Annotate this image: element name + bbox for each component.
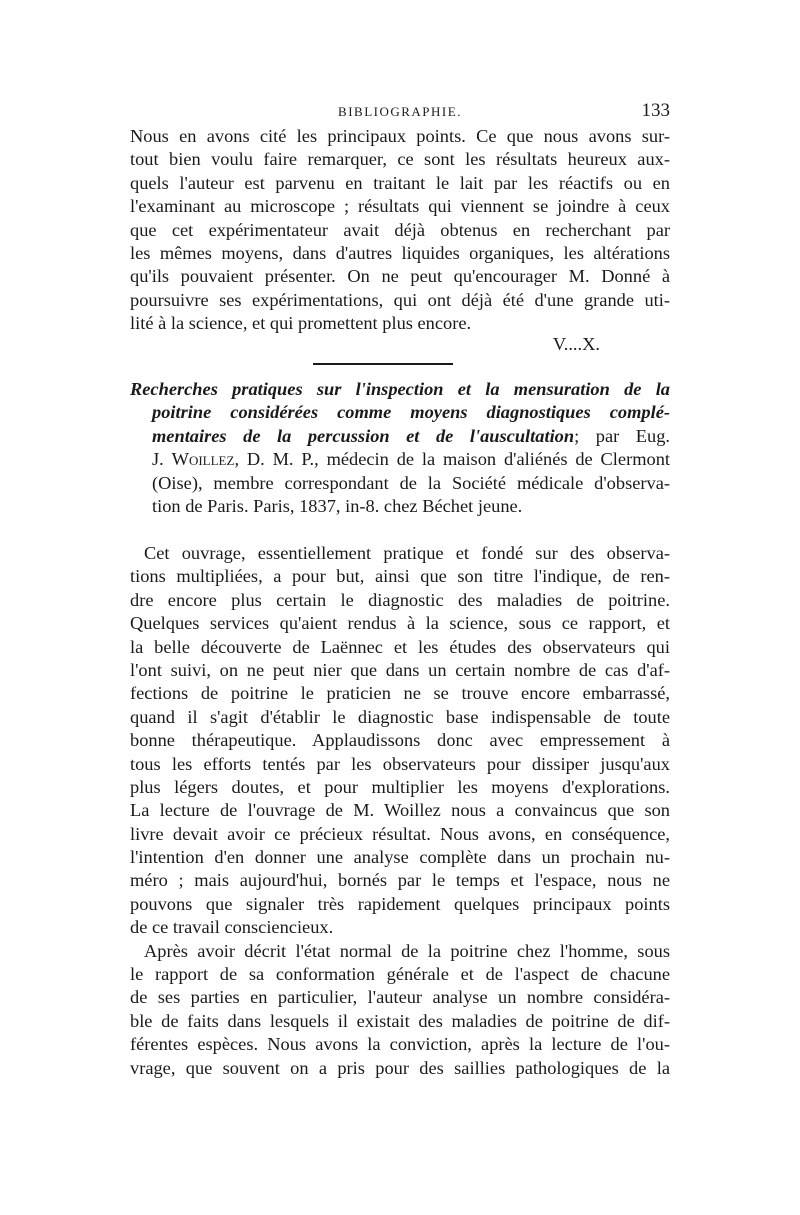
author-initial: J.	[152, 449, 172, 470]
citation-title-line	[130, 425, 670, 448]
text-line: Nous en avons cité les principaux points. Ce que nous avons sur-	[130, 126, 670, 146]
text-line: plus légers doutes, et pour multiplier les moyens d'explorations.	[130, 776, 670, 797]
text-line: Quelques services qu'aient rendus à la science, sous ce rapport, et	[130, 613, 670, 634]
author-name: Woillez	[171, 449, 235, 470]
text-line: fections de poitrine le praticien ne se trouve encore embarrassé,	[130, 683, 670, 704]
text-line: l'examinant au microscope ; résultats qui viennent se joindre à ceux	[130, 196, 670, 217]
citation-detail-line: (Oise), membre correspondant de la Société médicale d'observa-	[152, 472, 670, 493]
text-line: La lecture de l'ouvrage de M. Woillez nous a convaincus que son	[130, 800, 670, 821]
running-title: BIBLIOGRAPHIE.	[338, 104, 462, 119]
citation-detail-line: tion de Paris. Paris, 1837, in-8. chez Béchet jeune.	[152, 495, 523, 516]
text-line: tous les efforts tentés par les observateurs pour dissiper jusqu'aux	[130, 753, 670, 774]
text-line: Après avoir décrit l'état normal de la poitrine chez l'homme, sous	[144, 940, 670, 961]
reviewer-signature: V....X.	[552, 334, 600, 354]
text-line: l'ont suivi, on ne peut nier que dans un certain nombre de cas d'af-	[130, 659, 670, 680]
text-line: pouvons que signaler très rapidement quelques principaux points	[130, 893, 670, 914]
text-line: l'intention d'en donner une analyse complète dans un prochain nu-	[130, 847, 670, 868]
text-line: le rapport de sa conformation générale et de l'aspect de chacune	[130, 964, 670, 985]
text-line: les mêmes moyens, dans d'autres liquides organiques, les altérations	[130, 242, 670, 263]
text-line: de ses parties en particulier, l'auteur analyse un nombre considéra-	[130, 987, 670, 1008]
citation-author-intro: ; par Eug.	[574, 425, 670, 446]
text-line: quels l'auteur est parvenu en traitant le lait par les réactifs ou en	[130, 172, 670, 193]
text-line: vrage, que souvent on a pris pour des saillies pathologiques de la	[130, 1057, 670, 1078]
author-credentials: , D. M. P., médecin de la maison d'aliénés de Clermont	[234, 449, 670, 470]
text-line: méro ; mais aujourd'hui, bornés par le temps et l'espace, nous ne	[130, 870, 670, 891]
text-line: tions multipliées, a pour but, ainsi que son titre l'indique, de ren-	[130, 566, 670, 587]
citation-title-line	[130, 378, 670, 401]
review-body	[130, 542, 670, 1080]
text-line: tout bien voulu faire remarquer, ce sont les résultats heureux aux-	[130, 149, 670, 170]
text-line: de ce travail consciencieux.	[130, 917, 334, 938]
text-line: lité à la science, et qui promettent plus encore.	[130, 313, 472, 334]
page-number: 133	[641, 100, 670, 121]
citation-title-text: poitrine considérées comme moyens diagnostiques complé-	[152, 402, 670, 423]
citation-title-text: mentaires de la percussion et de l'auscultation	[152, 425, 575, 446]
text-line: quand il s'agit d'établir le diagnostic base indispensable de toute	[130, 706, 670, 727]
text-line: dre encore plus certain le diagnostic des maladies de poitrine.	[130, 589, 670, 610]
text-line: bonne thérapeutique. Applaudissons donc avec empressement à	[130, 730, 670, 751]
text-line: poursuivre ses expérimentations, qui ont déjà été d'une grande uti-	[130, 289, 670, 310]
citation-title-line	[130, 401, 670, 424]
text-line: qu'ils pouvaient présenter. On ne peut qu'encourager M. Donné à	[130, 266, 670, 287]
section-divider	[313, 363, 453, 365]
text-line: férentes espèces. Nous avons la conviction, après la lecture de l'ou-	[130, 1034, 670, 1055]
citation-author-line	[130, 448, 670, 471]
bibliographic-citation	[130, 378, 670, 518]
citation-title-text: Recherches pratiques sur l'inspection et la mensuration de la	[130, 379, 670, 399]
text-line: la belle découverte de Laënnec et les études des observateurs qui	[130, 636, 670, 657]
text-line: livre devait avoir ce précieux résultat. Nous avons, en conséquence,	[130, 823, 670, 844]
text-line: Cet ouvrage, essentiellement pratique et fondé sur des observa-	[144, 543, 670, 563]
running-head	[130, 100, 670, 124]
text-line: que cet expérimentateur avait déjà obtenus en recherchant par	[130, 219, 670, 240]
text-line: ble de faits dans lesquels il existait des maladies de poitrine de dif-	[130, 1010, 670, 1031]
review-conclusion	[130, 125, 670, 336]
